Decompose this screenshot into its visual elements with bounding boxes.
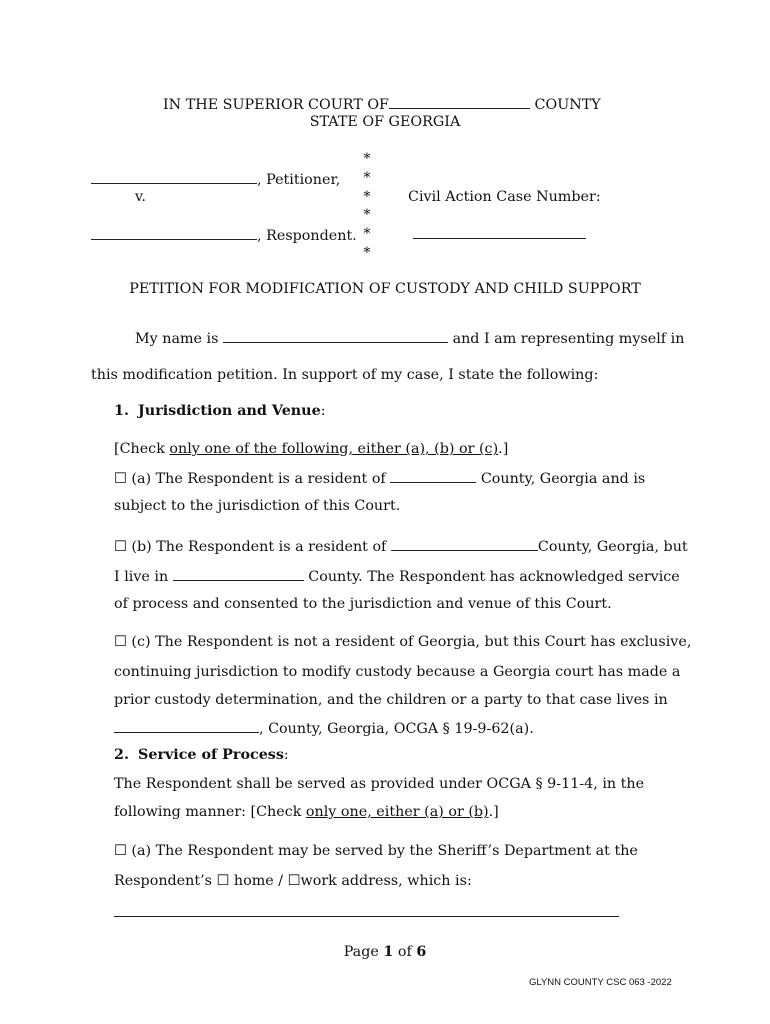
- county-1c-blank[interactable]: [114, 720, 259, 733]
- work-label: work address, which is:: [300, 873, 472, 889]
- intro-name-label: My name is: [135, 331, 219, 347]
- address-blank[interactable]: [114, 916, 619, 917]
- section-2-colon: :: [283, 747, 289, 763]
- option-1c-line-4: [114, 720, 534, 736]
- total-pages: 6: [416, 944, 427, 960]
- option-1a-line-2: subject to the jurisdiction of this Court.: [114, 498, 401, 514]
- state-line: STATE OF GEORGIA: [309, 114, 461, 130]
- home-label: home /: [233, 873, 284, 889]
- section-1-instruction: [114, 442, 508, 456]
- option-1b-text: (b) The Respondent is a resident of: [131, 539, 387, 555]
- instruction-underlined: only one of the following, either (a), (b) or (c): [169, 441, 499, 457]
- page-number: [0, 945, 770, 959]
- respondent-line: [91, 227, 357, 243]
- option-1b-live-in: I live in: [114, 569, 169, 585]
- court-prefix: IN THE SUPERIOR COURT OF: [163, 97, 389, 113]
- checkbox-1c[interactable]: ☐: [114, 634, 127, 650]
- option-1b-post: County, Georgia, but: [537, 539, 688, 555]
- section-2-instruction-post: .]: [488, 804, 499, 820]
- caption-star: *: [363, 245, 371, 261]
- instruction-pre: [Check: [114, 441, 165, 457]
- caption-star: *: [363, 189, 371, 205]
- respondent-label: , Respondent.: [257, 228, 357, 244]
- case-number-label: Civil Action Case Number:: [408, 189, 601, 205]
- section-1-title: Jurisdiction and Venue: [138, 403, 321, 419]
- caption-star: *: [363, 226, 371, 242]
- name-blank[interactable]: [223, 330, 448, 343]
- section-2-line-1: The Respondent shall be served as provided under OCGA § 9-11-4, in the: [114, 776, 645, 792]
- option-1a-text: (a) The Respondent is a resident of: [131, 471, 386, 487]
- option-2a-respondents: Respondent’s: [114, 873, 212, 889]
- form-id: GLYNN COUNTY CSC 063 -2022: [529, 977, 672, 988]
- caption-star: *: [363, 207, 371, 223]
- section-2-number: 2.: [114, 747, 129, 763]
- document-title: PETITION FOR MODIFICATION OF CUSTODY AND CHILD SUPPORT: [129, 281, 641, 297]
- option-1a-post: County, Georgia and is: [480, 471, 646, 487]
- checkbox-1a[interactable]: ☐: [114, 471, 127, 487]
- petitioner-blank[interactable]: [91, 171, 257, 184]
- county-1a-blank[interactable]: [390, 470, 476, 483]
- case-number-blank[interactable]: [413, 238, 586, 239]
- section-1-colon: :: [320, 403, 326, 419]
- option-2a-line-2: [114, 874, 472, 888]
- instruction-post: .]: [498, 441, 509, 457]
- county-1b-blank[interactable]: [391, 538, 538, 551]
- live-in-county-blank[interactable]: [173, 568, 304, 581]
- page-of: of: [397, 944, 412, 960]
- option-1b-line-2: [114, 568, 680, 584]
- option-1c-line-2: continuing jurisdiction to modify custody because a Georgia court has made a: [114, 664, 681, 680]
- versus-label: v.: [135, 189, 146, 205]
- section-2-title: Service of Process: [138, 747, 284, 763]
- checkbox-2a[interactable]: ☐: [114, 843, 127, 859]
- option-1c-citation: , County, Georgia, OCGA § 19-9-62(a).: [259, 721, 534, 737]
- intro-line-1: [135, 330, 684, 346]
- section-2-instruction-pre: following manner: [Check: [114, 804, 302, 820]
- section-2-heading: [114, 748, 289, 762]
- caption-star: *: [363, 170, 371, 186]
- checkbox-home[interactable]: ☐: [216, 873, 230, 889]
- petitioner-label: , Petitioner,: [257, 172, 341, 188]
- option-1c-text: (c) The Respondent is not a resident of Georgia, but this Court has exclusive,: [131, 634, 692, 650]
- petitioner-line: [91, 171, 340, 187]
- caption-star: *: [363, 151, 371, 167]
- section-2-line-2: [114, 805, 499, 819]
- court-suffix: COUNTY: [534, 97, 601, 113]
- section-2-instruction-underlined: only one, either (a) or (b): [305, 804, 489, 820]
- intro-rep-text: and I am representing myself in: [452, 331, 685, 347]
- option-1c-line-1: [114, 635, 691, 649]
- option-2a-line-1: [114, 844, 638, 858]
- option-1b-line-2-post: County. The Respondent has acknowledged service: [308, 569, 680, 585]
- option-2a-text: (a) The Respondent may be served by the Sheriff’s Department at the: [131, 843, 638, 859]
- option-1b-line-1: [114, 538, 688, 554]
- court-header: [163, 96, 601, 112]
- option-1a-line-1: [114, 470, 645, 486]
- option-1c-line-3: prior custody determination, and the children or a party to that case lives in: [114, 692, 668, 708]
- respondent-blank[interactable]: [91, 227, 257, 240]
- checkbox-work[interactable]: ☐: [287, 873, 301, 889]
- option-1b-line-3: of process and consented to the jurisdiction and venue of this Court.: [114, 596, 612, 612]
- county-blank[interactable]: [389, 96, 530, 109]
- intro-line-2: this modification petition. In support of my case, I state the following:: [91, 367, 599, 383]
- page-label: Page: [343, 944, 379, 960]
- section-1-number: 1.: [114, 403, 129, 419]
- current-page: 1: [383, 944, 394, 960]
- section-1-heading: [114, 404, 326, 418]
- checkbox-1b[interactable]: ☐: [114, 539, 127, 555]
